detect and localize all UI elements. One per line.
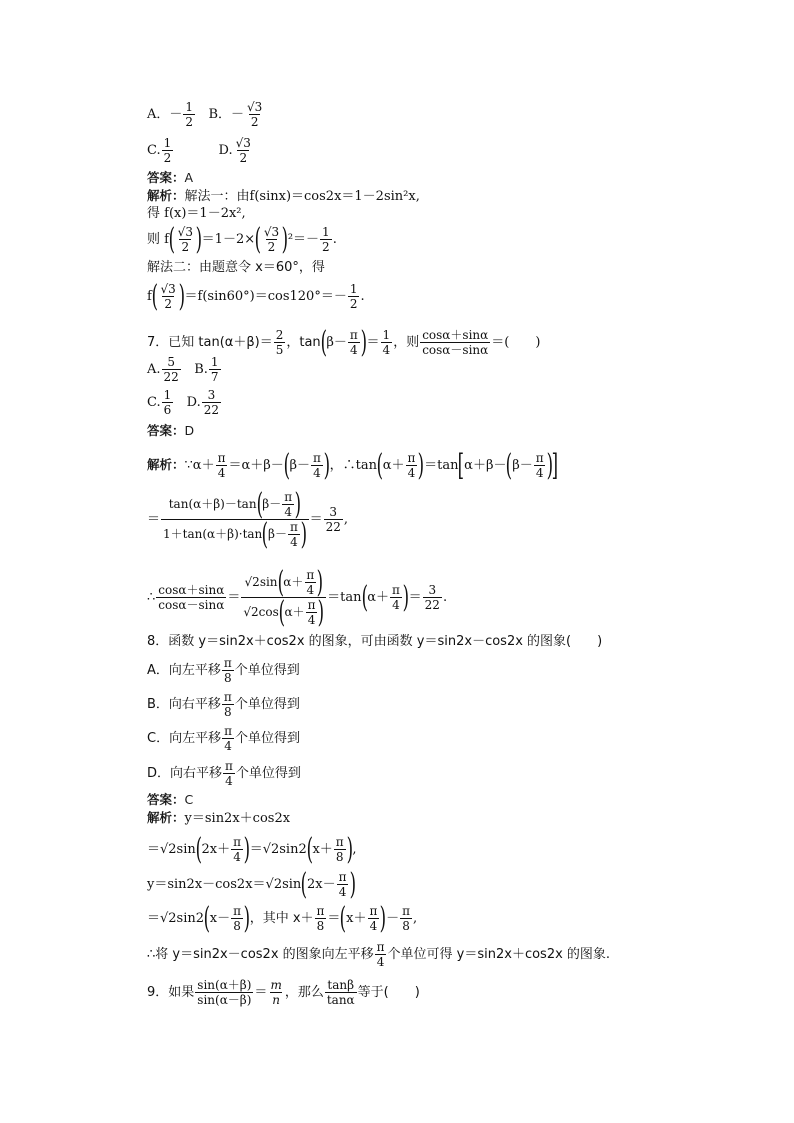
answer-value: A <box>184 170 194 185</box>
text: f <box>147 289 152 304</box>
fraction: $\frac{√3}{2}$ <box>177 225 193 254</box>
question-8 <box>147 634 602 650</box>
answer-label: 答案： <box>147 792 185 807</box>
solution-8-line3: y＝sin2x－cos2x＝√2sin(2x－ $\frac{\pi}{4}$ ) <box>147 866 356 902</box>
fraction: tan(α＋β)－tan(β－ $\frac{\pi}{4}$ ) 1＋tan(α＋β)·tan(β－ $\frac{\pi}{4}$ ) <box>163 486 307 552</box>
text: β－ <box>326 335 347 350</box>
fraction: $\frac{√3}{2}$ <box>235 136 251 165</box>
option-b-label: B. <box>194 362 208 377</box>
solution-7-line3: ∴ $\frac{\cos\alpha+\sin\alpha}{\cos\alpha-\sin\alpha}$ ＝ √2sin(α＋ $\frac{\pi}{4}$ ) √2cos(α＋ $\frac{\pi}{4}$ ) ＝tan(α＋ $\frac{\pi}{4}$ )＝ $\frac{3}{22}$ . <box>147 564 448 630</box>
text: ＝f(sin60°)＝cos120°＝－ <box>184 289 347 304</box>
fraction: $\frac{1}{2}$ <box>163 136 172 165</box>
text: β－ <box>512 458 533 473</box>
text: 则 f <box>147 232 169 247</box>
text: ＝ <box>366 335 380 350</box>
fraction: $\frac{\pi}{4}$ <box>313 451 321 480</box>
text: α＋ <box>367 590 390 605</box>
text: f(sinx)＝cos2x＝1－2sin²x, <box>249 189 420 204</box>
solution-6-line5: f( $\frac{√3}{2}$ )＝f(sin60°)＝cos120°＝－ $\frac{1}{2}$ . <box>147 278 365 314</box>
answer-value: D <box>184 423 195 438</box>
fraction: √2sin(α＋ $\frac{\pi}{4}$ ) √2cos(α＋ $\frac{\pi}{4}$ ) <box>243 564 325 630</box>
solution-label: 解析： <box>147 188 185 203</box>
solution-8-line1 <box>147 810 290 827</box>
question-7: 7．已知 tan(α＋β)＝ $\frac{2}{5}$ ，tan(β－ $\frac{\pi}{4}$ )＝ $\frac{1}{4}$ ，则 $\frac{\cos\alpha+\sin\alpha}{\cos\alpha-\sin\alpha}$ ＝( ) <box>147 324 541 360</box>
text: 得 f(x)＝1－2x², <box>147 206 246 221</box>
option-d-label: D. <box>186 395 201 410</box>
answer-label: 答案： <box>147 423 185 438</box>
fraction: $\frac{√3}{2}$ <box>247 100 263 129</box>
fraction: $\frac{√3}{2}$ <box>263 225 280 254</box>
solution-label: 解析： <box>147 457 185 472</box>
option-8b: B．向右平移 $\frac{\pi}{8}$ 个单位得到 <box>147 690 300 719</box>
option-d-label: D. <box>218 143 233 158</box>
fraction: $\frac{\pi}{4}$ <box>349 328 358 357</box>
fraction: $\frac{3}{22}$ <box>424 583 440 612</box>
text: y＝sin2x＋cos2x <box>184 811 291 826</box>
option-row-7cd <box>147 388 222 417</box>
answer-6 <box>147 170 193 186</box>
fraction: $\frac{5}{22}$ <box>163 355 179 384</box>
solution-6-line4 <box>147 260 325 276</box>
fraction: $\frac{1}{4}$ <box>382 328 391 357</box>
fraction: $\frac{1}{2}$ <box>185 100 194 129</box>
text: ，∴tan <box>329 458 377 473</box>
text: 解法二：由题意令 x＝60°，得 <box>147 260 325 275</box>
text: α＋ <box>382 458 405 473</box>
solution-label: 解析： <box>147 810 185 825</box>
option-row-7ab <box>147 355 222 384</box>
option-8c: C．向左平移 $\frac{\pi}{4}$ 个单位得到 <box>147 724 300 753</box>
text: ＝tan <box>424 458 459 473</box>
fraction: $\frac{1}{7}$ <box>210 355 219 384</box>
solution-8-line5: ∴将 y＝sin2x－cos2x 的图象向左平移 $\frac{\pi}{4}$ 个单位可得 y＝sin2x＋cos2x 的图象. <box>147 940 611 969</box>
text: ∵α＋ <box>184 458 215 473</box>
fraction: $\frac{\pi}{4}$ <box>392 583 400 612</box>
fraction: $\frac{\pi}{4}$ <box>535 451 544 480</box>
answer-value: C <box>184 792 194 807</box>
text: β－ <box>289 458 311 473</box>
text: ∴ <box>147 590 156 605</box>
fraction: $\frac{1}{2}$ <box>322 225 330 254</box>
answer-label: 答案： <box>147 170 185 185</box>
text: ＝( ) <box>491 335 541 350</box>
solution-7-line1: 解析：∵α＋ $\frac{\pi}{4}$ ＝α＋β－(β－ $\frac{\pi}{4}$ )，∴tan(α＋ $\frac{\pi}{4}$ )＝tan[α＋β－(β－ $\frac{\pi}{4}$ )] <box>147 447 559 483</box>
solution-6-line3: 则 f( $\frac{√3}{2}$ )＝1－2×( $\frac{√3}{2}$ )²＝－ $\frac{1}{2}$ . <box>147 221 337 257</box>
fraction: $\frac{√3}{2}$ <box>160 282 176 311</box>
fraction: $\frac{\cos\alpha+\sin\alpha}{\cos\alpha-\sin\alpha}$ <box>158 583 225 612</box>
solution-8-line2: ＝√2sin(2x＋ $\frac{\pi}{4}$ )＝√2sin2(x＋ $\frac{\pi}{8}$ ), <box>147 831 357 867</box>
text: 7．已知 tan(α＋β)＝ <box>147 335 273 350</box>
answer-7 <box>147 423 194 439</box>
answer-8 <box>147 792 193 808</box>
option-c-label: C. <box>147 395 161 410</box>
solution-6-line2 <box>147 206 246 222</box>
fraction: $\frac{3}{22}$ <box>203 388 220 417</box>
fraction: $\frac{\pi}{4}$ <box>407 451 416 480</box>
solution-7-line2: ＝ tan(α＋β)－tan(β－ $\frac{\pi}{4}$ ) 1＋tan(α＋β)·tan(β－ $\frac{\pi}{4}$ ) ＝ $\frac{3}{22}$ , <box>147 486 348 552</box>
text: ＝ <box>309 512 323 527</box>
option-row-ab <box>147 100 265 129</box>
text: ，tan <box>286 335 321 350</box>
fraction: $\frac{2}{5}$ <box>275 328 284 357</box>
option-row-cd <box>147 136 254 165</box>
text: ＝tan <box>327 590 362 605</box>
option-8a: A．向左平移 $\frac{\pi}{8}$ 个单位得到 <box>147 656 300 685</box>
text: 解法一：由 <box>184 189 250 204</box>
question-9: 9．如果 $\frac{\sin(\alpha+\beta)}{\sin(\alpha-\beta)}$ ＝ $\frac{m}{n}$ ，那么 $\frac{\tan\beta}{\tan\alpha}$ 等于( ) <box>147 978 420 1007</box>
option-c-label: C. <box>147 143 161 158</box>
fraction: $\frac{\pi}{4}$ <box>217 451 226 480</box>
option-8d: D．向右平移 $\frac{\pi}{4}$ 个单位得到 <box>147 759 301 788</box>
fraction: $\frac{1}{2}$ <box>349 282 358 311</box>
text: ²＝－ <box>287 232 320 247</box>
solution-8-line4: ＝√2sin2(x－ $\frac{\pi}{8}$ )，其中 x＋ $\frac{\pi}{8}$ ＝(x＋ $\frac{\pi}{4}$ )－ $\frac{\pi}{8}$ , <box>147 900 418 936</box>
text: α＋β－ <box>464 458 507 473</box>
text: ＝α＋β－ <box>228 458 284 473</box>
option-b-label: B．－ <box>208 107 244 122</box>
fraction: $\frac{\cos\alpha+\sin\alpha}{\cos\alpha-\sin\alpha}$ <box>422 328 489 357</box>
text: 8．函数 y＝sin2x＋cos2x 的图象，可由函数 y＝sin2x－cos2x 的图象( ) <box>147 634 603 649</box>
solution-6-line1 <box>147 188 420 205</box>
fraction: $\frac{3}{22}$ <box>325 505 341 534</box>
text: ＝1－2× <box>201 232 256 247</box>
option-a-label: A．－ <box>147 107 183 122</box>
option-a-label: A. <box>147 362 161 377</box>
text: ，则 <box>393 335 420 350</box>
fraction: $\frac{1}{6}$ <box>163 388 172 417</box>
